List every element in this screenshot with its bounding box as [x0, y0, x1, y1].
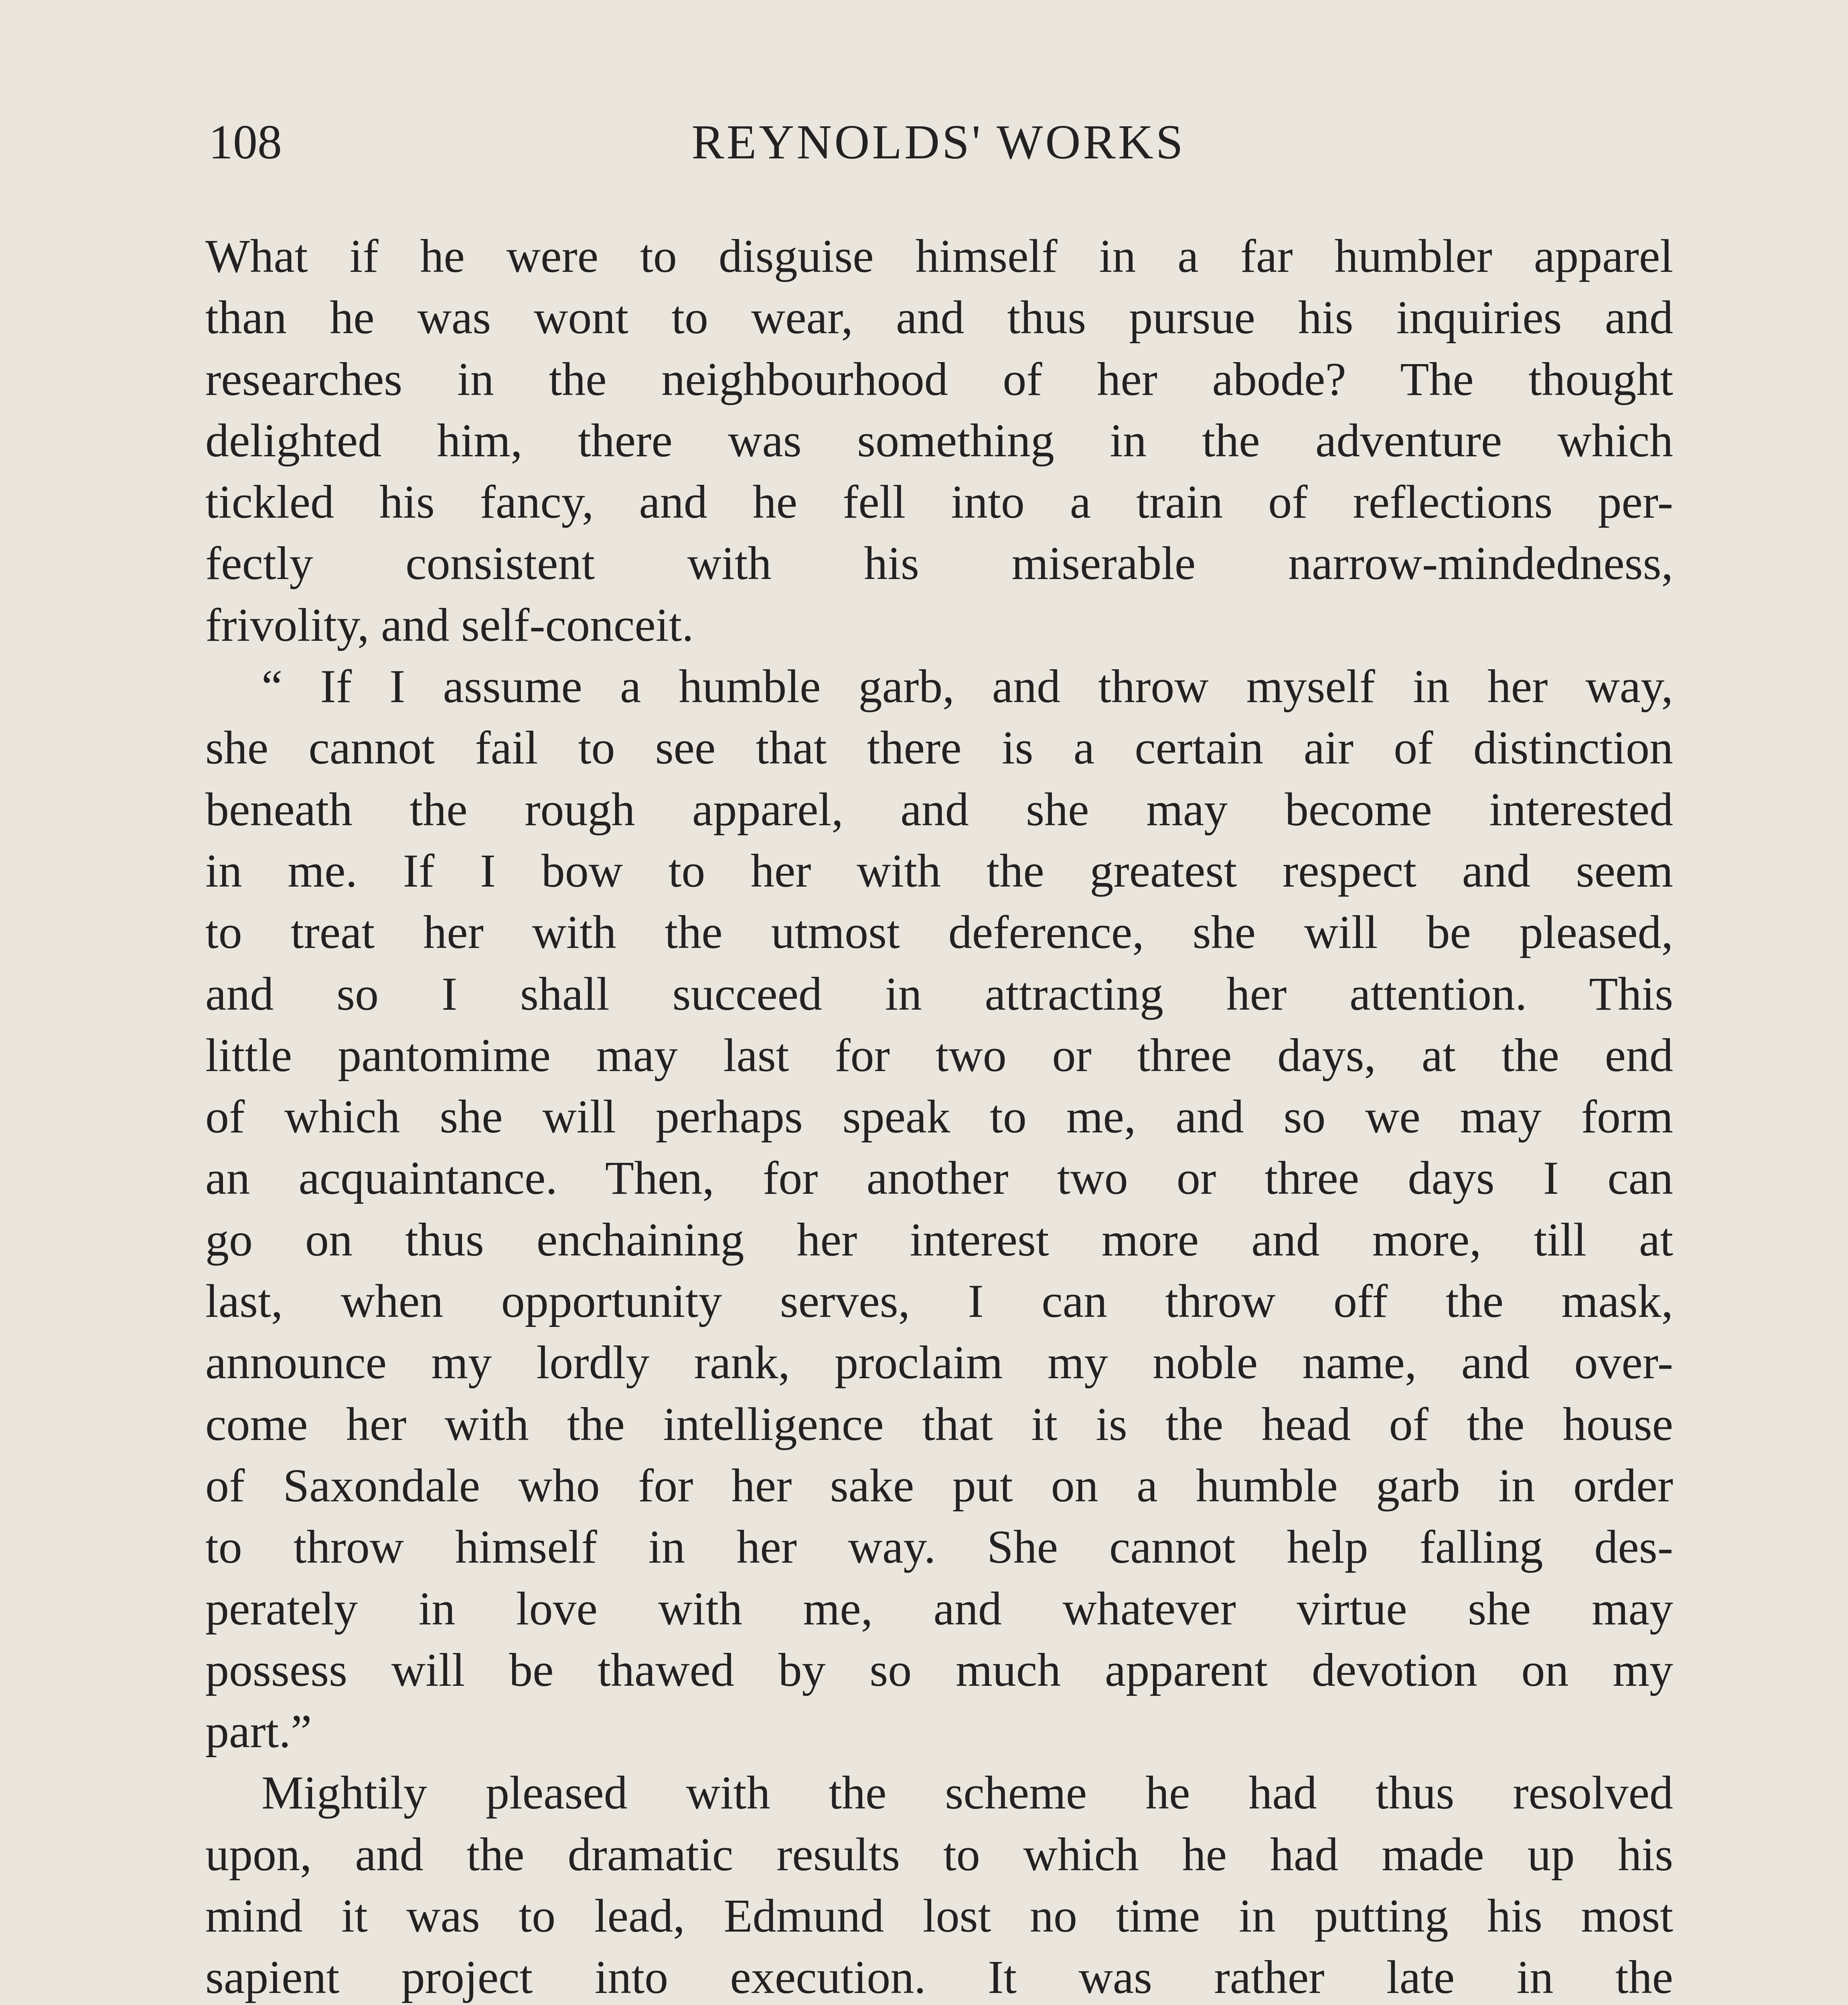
text-line: delighted him, there was something in the adventure which: [205, 414, 1673, 467]
page-header: [209, 110, 1668, 174]
text-line: fectly consistent with his miserable narrow-mindedness,: [205, 537, 1673, 590]
text-line: beneath the rough apparel, and she may become interested: [205, 783, 1673, 836]
text-line: last, when opportunity serves, I can throw off the mask,: [205, 1275, 1673, 1328]
text-line: frivolity, and self-conceit.: [205, 598, 694, 651]
text-line: Mightily pleased with the scheme he had thus resolved: [261, 1766, 1673, 1819]
text-line: an acquaintance. Then, for another two or three days I can: [205, 1152, 1673, 1205]
text-line: What if he were to disguise himself in a far humbler apparel: [205, 230, 1673, 282]
text-line: in me. If I bow to her with the greatest respect and seem: [205, 844, 1673, 897]
text-line: sapient project into execution. It was rather late in the: [205, 1951, 1673, 2004]
text-line: she cannot fail to see that there is a certain air of distinction: [205, 721, 1673, 774]
text-line: to treat her with the utmost deference, she will be pleased,: [205, 906, 1673, 959]
running-head: REYNOLDS' WORKS: [691, 115, 1185, 169]
text-line: researches in the neighbourhood of her abode? The thought: [205, 352, 1673, 405]
text-line: announce my lordly rank, proclaim my noble name, and over-: [205, 1336, 1673, 1389]
text-line: of Saxondale who for her sake put on a humble garb in order: [205, 1459, 1673, 1512]
text-line: than he was wont to wear, and thus pursue his inquiries and: [205, 291, 1673, 344]
text-line: little pantomime may last for two or three days, at the end: [205, 1029, 1673, 1081]
text-line: of which she will perhaps speak to me, and so we may form: [205, 1090, 1673, 1143]
page-number: 108: [209, 115, 282, 169]
text-line: tickled his fancy, and he fell into a train of reflections per-: [205, 476, 1673, 529]
text-line: and so I shall succeed in attracting her attention. This: [205, 967, 1673, 1020]
body-text: [205, 225, 1673, 2005]
text-line: come her with the intelligence that it is the head of the house: [205, 1397, 1673, 1450]
text-line: upon, and the dramatic results to which he had made up his: [205, 1828, 1673, 1881]
text-line: possess will be thawed by so much apparent devotion on my: [205, 1643, 1673, 1696]
text-line: mind it was to lead, Edmund lost no time in putting his most: [205, 1890, 1673, 1942]
text-line: perately in love with me, and whatever virtue she may: [205, 1582, 1673, 1635]
text-line: “ If I assume a humble garb, and throw myself in her way,: [261, 660, 1673, 713]
text-line: go on thus enchaining her interest more and more, till at: [205, 1213, 1673, 1266]
text-line: part.”: [205, 1705, 312, 1758]
text-line: to throw himself in her way. She cannot help falling des-: [205, 1521, 1673, 1574]
